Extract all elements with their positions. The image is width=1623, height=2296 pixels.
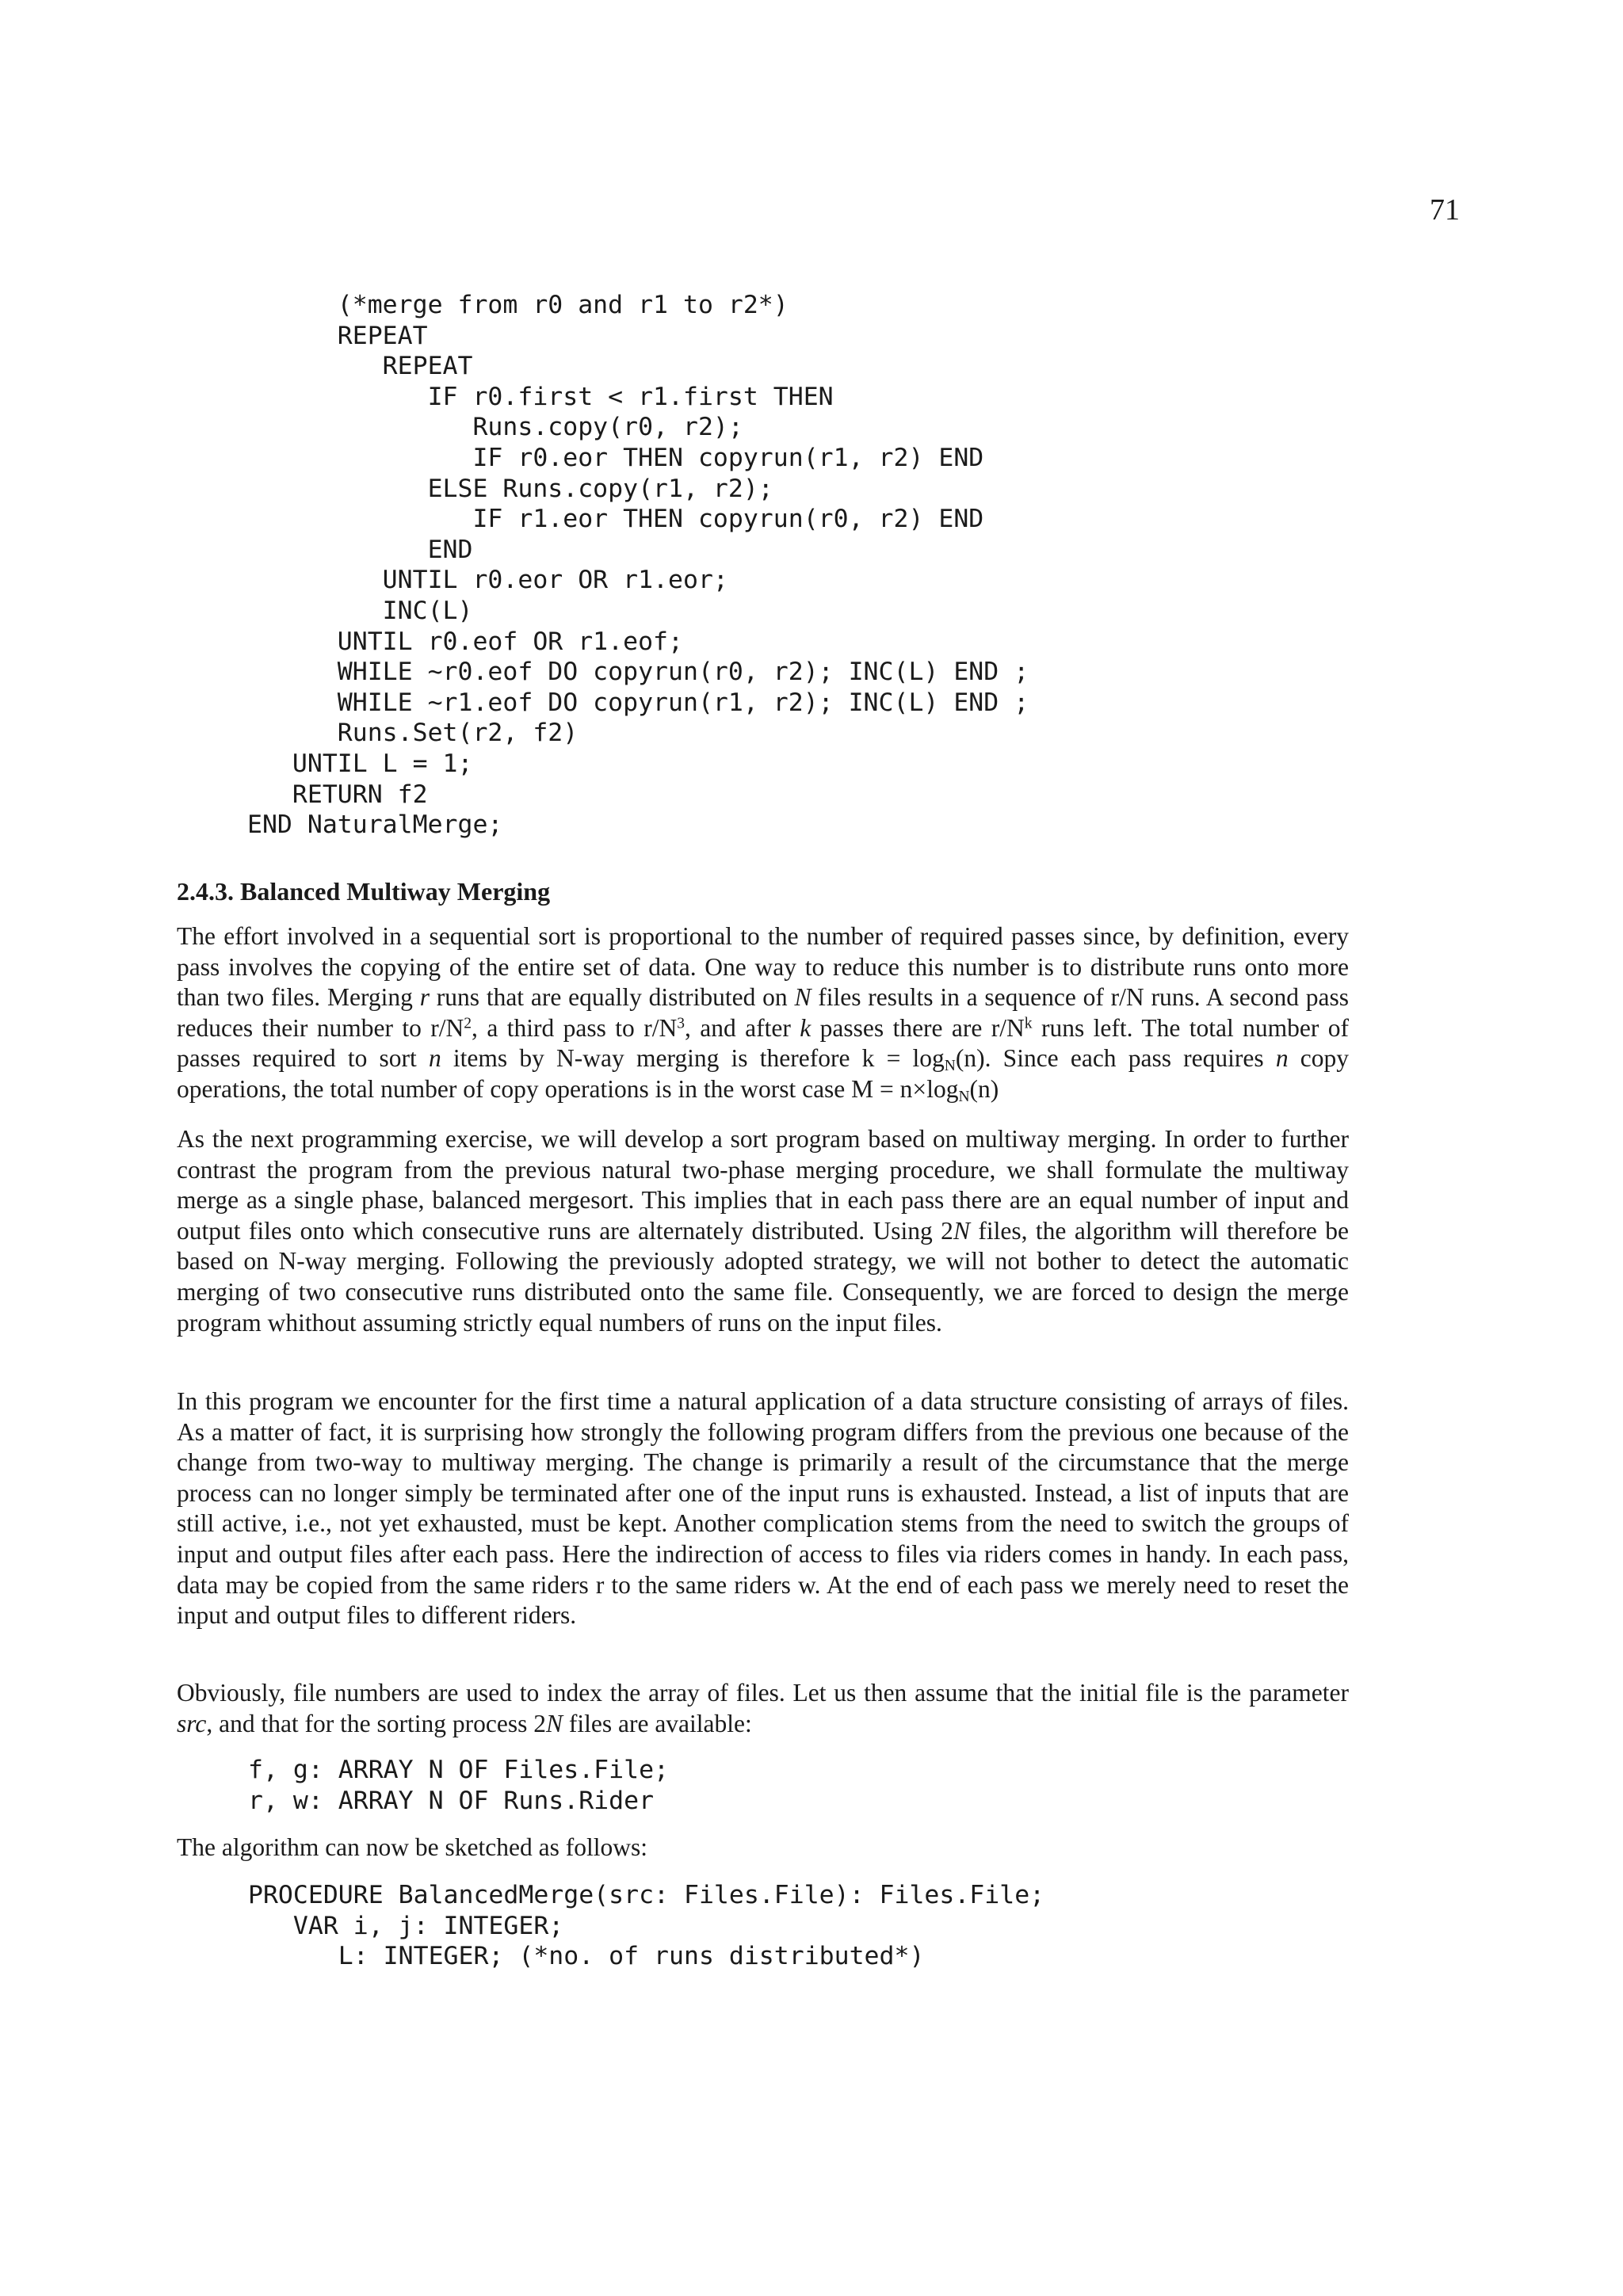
code-line: UNTIL r0.eof OR r1.eof; [247, 627, 683, 656]
code-line: ELSE Runs.copy(r1, r2); [247, 474, 773, 503]
code-line: r, w: ARRAY N OF Runs.Rider [248, 1786, 655, 1815]
code-line: UNTIL r0.eor OR r1.eor; [247, 566, 728, 595]
code-block-natural-merge [247, 290, 1029, 841]
code-block-balanced-merge [248, 1880, 1044, 1972]
paragraph-exercise: As the next programming exercise, we will develop a sort program based on multiway merging. In order to further contrast the program from the previous natural two-phase merging procedure, we shall formulate the multiway merge as a single phase, balanced mergesort. This implies that in each pass there are an equal number of input and output files onto which consecutive runs are alternately distributed. Using 2N files, the algorithm will therefore be based on N-way merging. Following the previously adopted strategy, we will not bother to detect the automatic merging of two consecutive runs distributed onto the same file. Consequently, we are forced to design the merge program whithout assuming strictly equal numbers of runs on the input files. [177, 1125, 1349, 1337]
paragraph-sketch-intro: The algorithm can now be sketched as follows: [177, 1833, 647, 1861]
code-line: Runs.Set(r2, f2) [247, 719, 579, 748]
code-line: WHILE ~r0.eof DO copyrun(r0, r2); INC(L) END ; [247, 658, 1029, 687]
code-line: END [247, 535, 473, 564]
code-line: Runs.copy(r0, r2); [247, 413, 743, 442]
page-number: 71 [1430, 193, 1460, 227]
paragraph-file-numbers: Obviously, file numbers are used to index the array of files. Let us then assume that the initial file is the parameter src, and that for the sorting process 2N files are available: [177, 1679, 1349, 1737]
code-block-declarations [248, 1755, 669, 1816]
code-line: f, g: ARRAY N OF Files.File; [248, 1756, 670, 1784]
code-line: REPEAT [247, 321, 428, 350]
paragraph-passes: The effort involved in a sequential sort is proportional to the number of required passes since, by definition, every pass involves the copying of the entire set of data. One way to reduce this number is to distribute runs onto more than two files. Merging r runs that are equally distributed on N files results in a sequence of r/N runs. A second pass reduces their number to $r/N^2$, a third pass to $r/N^3$, and after k passes there are $r/N^k$ runs left. The total number of passes required to sort n items by N-way merging is therefore $k = \log_N(n)$. Since each pass requires n copy operations, the total number of copy operations is in the worst case $M = n\times\log_N(n)$ [177, 922, 1350, 1105]
paragraph-arrays-of-files: In this program we encounter for the first time a natural application of a data structure consisting of arrays of files. As a matter of fact, it is surprising how strongly the following program differs from the previous one because of the change from two-way to multiway merging. The change is primarily a result of the circumstance that the merge process can no longer simply be terminated after one of the input runs is exhausted. Instead, a list of inputs that are still active, i.e., not yet exhausted, must be kept. Another complication stems from the need to switch the groups of input and output files after each pass. Here the indirection of access to files via riders comes in handy. In each pass, data may be copied from the same riders r to the same riders w. At the end of each pass we merely need to reset the input and output files to different riders. [177, 1387, 1349, 1630]
code-line: PROCEDURE BalancedMerge(src: Files.File): Files.File; [248, 1881, 1045, 1909]
code-line: VAR i, j: INTEGER; [248, 1911, 564, 1940]
code-line: L: INTEGER; (*no. of runs distributed*) [248, 1942, 925, 1971]
code-line: IF r0.eor THEN copyrun(r1, r2) END [247, 443, 984, 472]
code-line: RETURN f2 [247, 780, 428, 809]
code-line: INC(L) [247, 596, 473, 625]
code-line: IF r0.first < r1.first THEN [247, 382, 834, 411]
code-line: WHILE ~r1.eof DO copyrun(r1, r2); INC(L) END ; [247, 688, 1029, 717]
code-line: (*merge from r0 and r1 to r2*) [247, 291, 789, 319]
code-line: REPEAT [247, 352, 473, 381]
section-heading: 2.4.3. Balanced Multiway Merging [177, 877, 551, 906]
code-line: IF r1.eor THEN copyrun(r0, r2) END [247, 505, 984, 534]
code-line: END NaturalMerge; [247, 810, 503, 840]
code-line: UNTIL L = 1; [247, 749, 473, 778]
